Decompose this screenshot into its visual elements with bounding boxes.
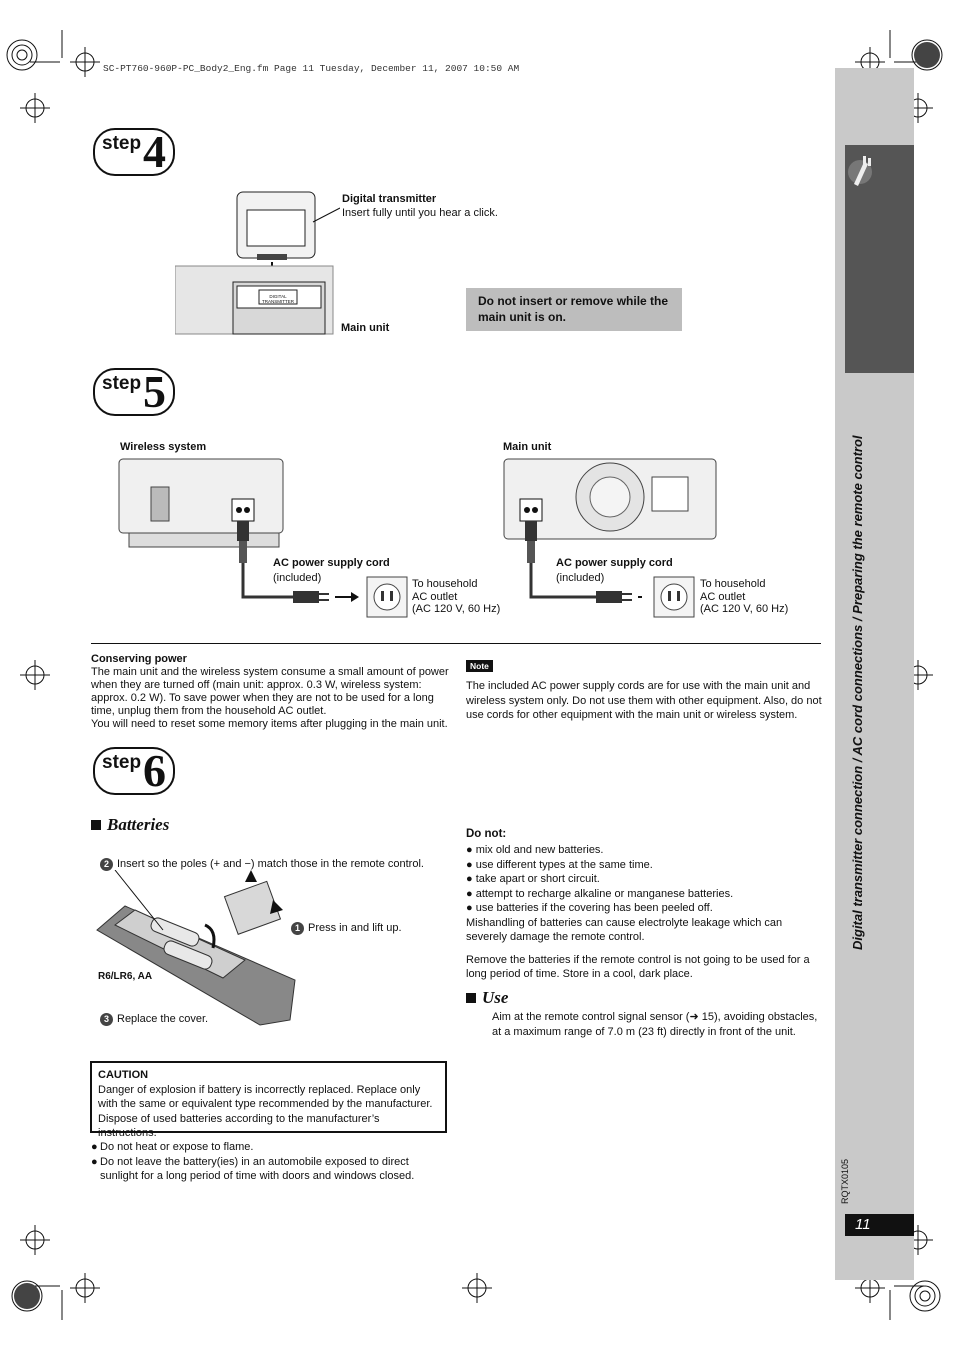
conserving-text: The main unit and the wireless system consume a small amount of power when they are turned off (main unit: approx. 0.3 W, wireless system: approx. 0.2 W). To save power when they are not to be used for a long time, unplug them from the household AC outlet. [91,666,449,717]
note-text: The included AC power supply cords are for use with the main unit and wireless system only. Do not use them with other equipment. Also, do not use cords for other equipment with the main unit or wireless system. [466,680,822,721]
battery-type: R6/LR6, AA [98,971,153,982]
list-item: ● Do not heat or expose to flame. [91,1141,254,1153]
main-unit-label-step5: Main unit [503,441,552,453]
transmitter-text: Insert fully until you hear a click. [342,207,498,219]
use-heading: Use [466,988,508,1008]
outlet-label-1: To household AC outlet (AC 120 V, 60 Hz) [412,578,501,615]
transmitter-illustration [175,190,340,340]
step6-badge [93,747,175,795]
use-text: Aim at the remote control signal sensor (➜ 15), avoiding obstacles, at a maximum range of 7.0 m (23 ft) directly in front of the unit. [492,1011,818,1038]
wireless-system-illustration [115,455,415,620]
conserving-title: Conserving power [91,653,187,665]
instruction-2: 2 Insert so the poles (+ and −) match those in the remote control. [100,857,424,871]
instruction-1: 1 Press in and lift up. [291,921,402,935]
divider [91,643,821,644]
warning-box: Do not insert or remove while the main unit is on. [466,288,682,331]
note [466,656,824,723]
square-bullet-icon [91,820,101,830]
list-item: ● Do not leave the battery(ies) in an automobile exposed to direct sunlight for a long period of time with doors and windows closed. [91,1155,415,1182]
number-1-icon: 1 [291,922,304,935]
battery-bullets [91,1140,447,1184]
list-item: ● use batteries if the covering has been peeled off. [466,902,713,914]
cord-label-1: AC power supply cord [273,557,390,569]
number-2-icon: 2 [100,858,113,871]
list-item: ● use different types at the same time. [466,858,653,871]
section-title: Digital transmitter connection / AC cord connections / Preparing the remote control [850,435,865,950]
list-item: ● mix old and new batteries. [466,844,604,856]
cord-label-2: AC power supply cord [556,557,673,569]
step-number: 4 [143,126,166,177]
step-number: 6 [143,745,166,796]
doc-id: RQTX0105 [840,1158,850,1204]
file-header: SC-PT760-960P-PC_Body2_Eng.fm Page 11 Tuesday, December 11, 2007 10:50 AM [103,63,520,74]
list-item: ● take apart or short circuit. [466,873,600,885]
remote-illustration [95,870,305,1030]
step5-badge [93,368,175,416]
bullet-dot-icon: ● [466,844,476,856]
wireless-label: Wireless system [120,441,207,453]
caution-title: CAUTION [98,1069,149,1081]
square-bullet-icon [466,993,476,1003]
bullet-dot-icon: ● [91,1141,98,1153]
bullet-dot-icon: ● [466,887,476,900]
do-not-section [466,828,822,982]
cord-included-2: (included) [556,572,605,584]
cord-included-1: (included) [273,572,322,584]
step-word: step [102,373,142,394]
caution-box [90,1061,447,1139]
conserving-text2: You will need to reset some memory items after plugging in the main unit. [91,718,448,730]
transmitter-title: Digital transmitter [342,193,437,205]
plug-icon [846,150,876,190]
slot-label: DIGITAL TRANSMITTER [262,294,294,304]
instruction-3: 3 Replace the cover. [100,1012,208,1026]
bullet-dot-icon: ● [466,873,476,885]
step-number: 5 [143,366,166,417]
page-number: 11 [845,1214,914,1236]
do-not-after: Mishandling of batteries can cause electrolyte leakage which can severely damage the remote control. [466,916,783,943]
bullet-dot-icon: ● [466,858,476,871]
conserving-power [91,653,451,731]
bullet-dot-icon: ● [466,902,476,914]
step-word: step [102,133,142,154]
step-word: step [102,752,142,773]
do-not-title: Do not: [466,828,507,840]
batteries-heading: Batteries [91,815,169,835]
bullet-dot-icon: ● [91,1155,98,1168]
outlet-label-2: To household AC outlet (AC 120 V, 60 Hz) [700,578,789,615]
caution-text: Danger of explosion if battery is incorrectly replaced. Replace only with the same or equivalent type recommended by the manufacturer. Dispose of used batteries according to the manufacturer’s instructions. [98,1083,433,1139]
note-tag: Note [466,660,493,672]
main-unit-label-step4: Main unit [341,322,390,334]
remove-text: Remove the batteries if the remote control is not going to be used for a long period of time. Store in a cool, dark place. [466,953,810,980]
number-3-icon: 3 [100,1013,113,1026]
list-item: ● attempt to recharge alkaline or manganese batteries. [466,887,734,900]
step4-badge [93,128,175,176]
